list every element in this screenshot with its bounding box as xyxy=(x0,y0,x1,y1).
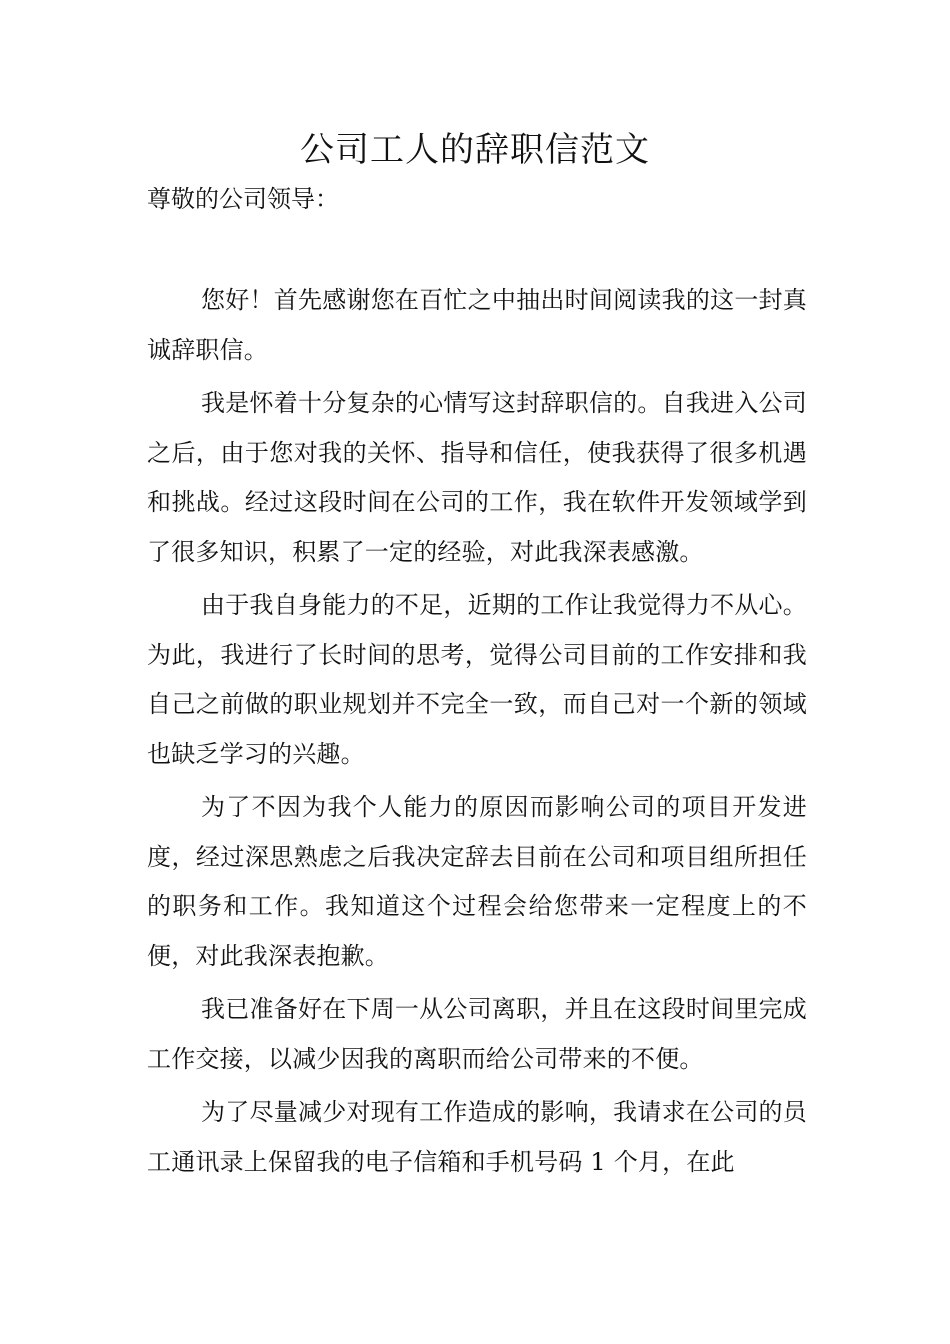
letter-body xyxy=(147,276,807,1191)
paragraph-3: 由于我自身能力的不足，近期的工作让我觉得力不从心。为此，我进行了长时间的思考，觉得公司目前的工作安排和我自己之前做的职业规划并不完全一致，而自己对一个新的领域也缺乏学习的兴趣。 xyxy=(147,591,807,768)
paragraph-5: 我已准备好在下周一从公司离职，并且在这段时间里完成工作交接，以减少因我的离职而给公司带来的不便。 xyxy=(147,995,807,1073)
paragraph-1: 您好！首先感谢您在百忙之中抽出时间阅读我的这一封真诚辞职信。 xyxy=(147,286,807,364)
paragraph-4: 为了不因为我个人能力的原因而影响公司的项目开发进度，经过深思熟虑之后我决定辞去目前在公司和项目组所担任的职务和工作。我知道这个过程会给您带来一定程度上的不便，对此我深表抱歉。 xyxy=(147,793,807,970)
document-title: 公司工人的辞职信范文 xyxy=(300,130,650,170)
paragraph-6: 为了尽量减少对现有工作造成的影响，我请求在公司的员工通讯录上保留我的电子信箱和手机号码 1 个月，在此 xyxy=(147,1098,807,1176)
paragraph-2: 我是怀着十分复杂的心情写这封辞职信的。自我进入公司之后，由于您对我的关怀、指导和信任，使我获得了很多机遇和挑战。经过这段时间在公司的工作，我在软件开发领域学到了很多知识，积累了一定的经验，对此我深表感激。 xyxy=(147,389,807,566)
salutation: 尊敬的公司领导： xyxy=(147,185,339,213)
